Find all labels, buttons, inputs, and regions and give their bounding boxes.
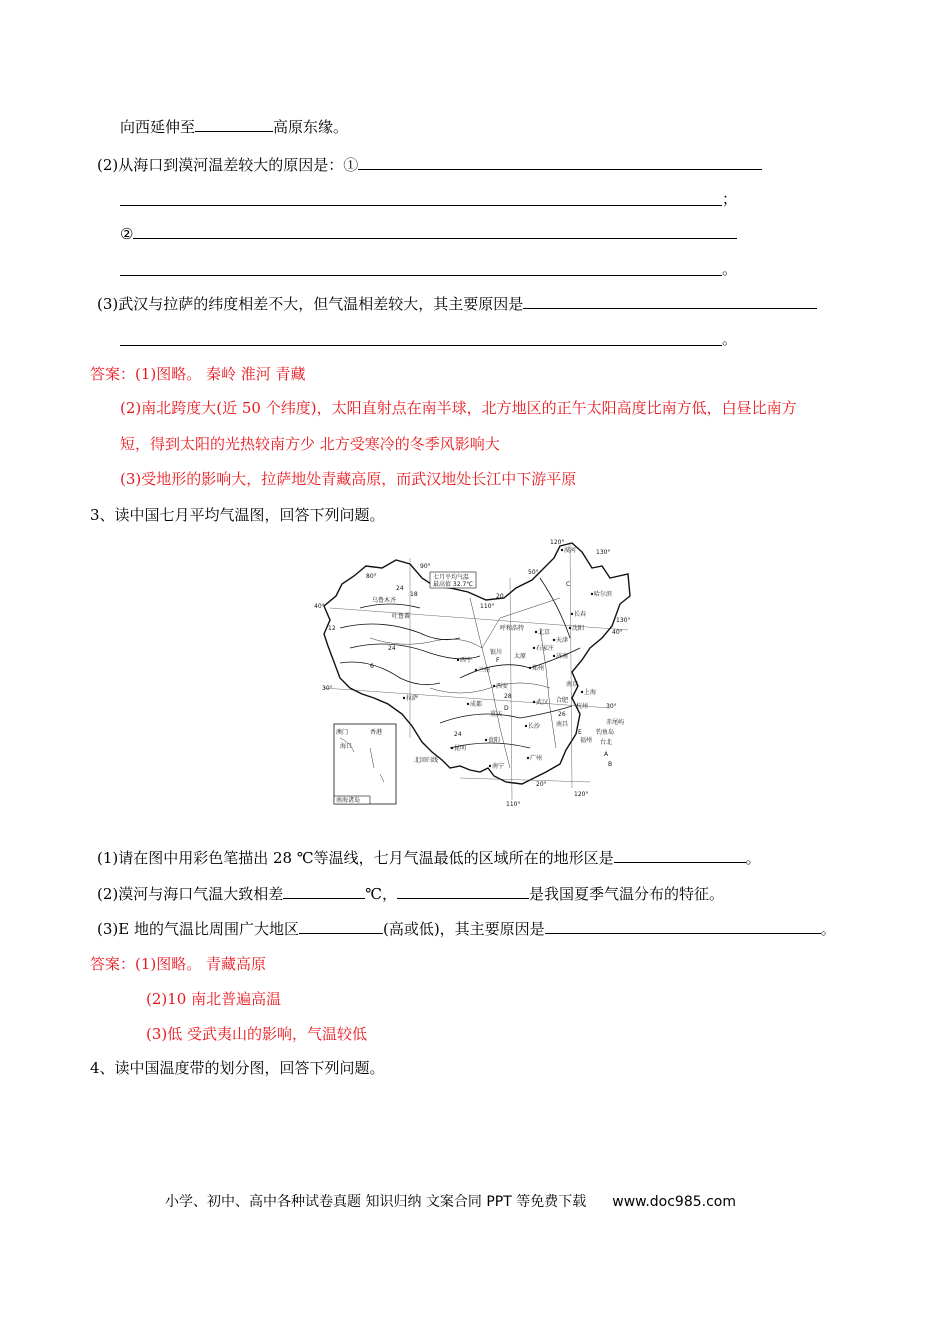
period: 。 bbox=[722, 260, 738, 278]
south-sea-inset bbox=[334, 724, 396, 804]
isotherm-label: 24 bbox=[454, 731, 462, 738]
footer-url[interactable]: www.doc985.com bbox=[612, 1194, 736, 1210]
letter-label: B bbox=[608, 761, 613, 768]
inset-label: 香港 bbox=[370, 729, 383, 736]
legend-line2: 最高值 32.7℃ bbox=[433, 581, 474, 588]
inset-label: 海口 bbox=[340, 743, 353, 750]
degree-label: 120° bbox=[574, 791, 589, 798]
blank[interactable] bbox=[133, 224, 737, 239]
blank[interactable] bbox=[614, 848, 746, 863]
q2-answer-3: 短，得到太阳的光热较南方少 北方受寒冷的冬季风影响大 bbox=[120, 435, 500, 453]
degree-label: 120° bbox=[550, 539, 565, 546]
letter-label: D bbox=[504, 705, 509, 712]
degree-label: 90° bbox=[420, 563, 431, 570]
city-label: 乌鲁木齐 bbox=[372, 597, 397, 604]
blank[interactable] bbox=[545, 919, 821, 934]
q2-part2: (2)从海口到漠河温差较大的原因是：① bbox=[97, 155, 762, 175]
period: 。 bbox=[722, 330, 738, 348]
city-label: 上海 bbox=[584, 689, 597, 696]
degree-label: 20° bbox=[536, 781, 547, 788]
city-label: 漠河 bbox=[564, 547, 577, 554]
city-label: 杭州 bbox=[576, 703, 589, 710]
city-label: 昆明 bbox=[454, 745, 467, 752]
q2-circle2: ② bbox=[120, 224, 737, 244]
letter-label: F bbox=[496, 657, 500, 664]
isotherm-label: 12 bbox=[328, 625, 336, 632]
degree-label: 80° bbox=[366, 573, 377, 580]
city-label: 拉萨 bbox=[406, 695, 419, 702]
city-label: 贵阳 bbox=[488, 737, 501, 744]
city-label: 天津 bbox=[556, 637, 569, 644]
city-label: 南宁 bbox=[492, 763, 505, 770]
city-label: 呼和浩特 bbox=[500, 625, 525, 632]
isotherm-label: 24 bbox=[388, 645, 396, 652]
degree-label: 40° bbox=[314, 603, 325, 610]
city-label: 成都 bbox=[470, 701, 483, 708]
inset-label: 澳门 bbox=[336, 729, 349, 736]
letter-label: A bbox=[604, 751, 609, 758]
degree-label: 30° bbox=[322, 685, 333, 692]
blank[interactable] bbox=[299, 919, 383, 934]
inset-label: 南海诸岛 bbox=[336, 797, 361, 804]
q4-title: 4、读中国温度带的划分图，回答下列问题。 bbox=[90, 1059, 385, 1077]
q3-part1: (1)请在图中用彩色笔描出 28 ℃等温线，七月气温最低的区域所在的地形区是 。 bbox=[97, 849, 761, 867]
city-label: 南京 bbox=[566, 681, 579, 688]
semicolon: ； bbox=[722, 190, 738, 208]
city-label: 兰州 bbox=[478, 667, 491, 674]
legend-line1: 七月平均气温 bbox=[433, 574, 470, 581]
footer-text: 小学、初中、高中各种试卷真题 知识归纳 文案合同 PPT 等免费下载 bbox=[165, 1194, 587, 1210]
letter-label: C bbox=[566, 581, 571, 588]
city-label: 福州 bbox=[580, 737, 593, 744]
q2-answer-1: 答案：(1)图略。 秦岭 淮河 青藏 bbox=[90, 365, 306, 383]
city-label: 长春 bbox=[574, 611, 587, 618]
city-label: 西宁 bbox=[460, 657, 473, 664]
city-label: 长沙 bbox=[528, 723, 541, 730]
blank-line[interactable] bbox=[120, 344, 722, 346]
city-label: 吐鲁番 bbox=[392, 613, 411, 620]
isotherm-label: 18 bbox=[410, 591, 418, 598]
degree-label: 110° bbox=[506, 801, 521, 808]
city-label: 沈阳 bbox=[572, 625, 585, 632]
city-label: 太原 bbox=[514, 653, 527, 660]
degree-label: 30° bbox=[606, 703, 617, 710]
blank[interactable] bbox=[523, 294, 817, 309]
blank[interactable] bbox=[397, 884, 529, 899]
isotherm-label: 6 bbox=[370, 663, 374, 670]
degree-label: 130° bbox=[596, 549, 611, 556]
city-label: 广州 bbox=[530, 755, 543, 762]
q3-title: 3、读中国七月平均气温图，回答下列问题。 bbox=[90, 506, 385, 524]
q3-answer-1: 答案：(1)图略。 青藏高原 bbox=[90, 955, 267, 973]
letter-label: E bbox=[578, 729, 582, 736]
city-label: 北京 bbox=[538, 629, 551, 636]
q2-part3: (3)武汉与拉萨的纬度相差不大，但气温相差较大，其主要原因是 bbox=[97, 294, 817, 314]
degree-label: 50° bbox=[528, 569, 539, 576]
blank-line[interactable] bbox=[120, 204, 722, 206]
blank[interactable] bbox=[358, 155, 762, 170]
degree-label: 130° bbox=[616, 617, 631, 624]
degree-label: 40° bbox=[612, 629, 623, 636]
blank-line[interactable] bbox=[120, 274, 722, 276]
city-label: 哈尔滨 bbox=[594, 591, 613, 598]
city-label: 郑州 bbox=[532, 665, 545, 672]
city-label: 南昌 bbox=[556, 721, 569, 728]
isotherm-label: 24 bbox=[396, 585, 404, 592]
city-label: 合肥 bbox=[556, 697, 569, 704]
city-label: 银川 bbox=[490, 649, 503, 656]
isotherm-label: 20 bbox=[496, 593, 504, 600]
july-temperature-map bbox=[310, 538, 632, 810]
isotherm-label: 28 bbox=[504, 693, 512, 700]
city-label: 重庆 bbox=[490, 711, 503, 718]
city-label: 北回归线 bbox=[414, 757, 439, 764]
city-label: 台北 bbox=[600, 739, 613, 746]
blank[interactable] bbox=[195, 117, 273, 132]
q2-answer-4: (3)受地形的影响大，拉萨地处青藏高原，而武汉地处长江中下游平原 bbox=[120, 470, 577, 488]
city-label: 赤尾屿 bbox=[606, 719, 625, 726]
q3-answer-2: (2)10 南北普遍高温 bbox=[146, 990, 282, 1008]
blank[interactable] bbox=[283, 884, 365, 899]
footer bbox=[165, 1192, 736, 1212]
city-label: 武汉 bbox=[536, 699, 549, 706]
city-label: 石家庄 bbox=[536, 645, 555, 652]
q2-answer-2: (2)南北跨度大(近 50 个纬度)，太阳直射点在南半球，北方地区的正午太阳高度比南方低，白昼比南方 bbox=[120, 399, 797, 417]
degree-label: 110° bbox=[480, 603, 495, 610]
q3-part2: (2)漠河与海口气温大致相差 ℃， 是我国夏季气温分布的特征。 bbox=[97, 885, 725, 903]
city-label: 西安 bbox=[496, 683, 509, 690]
q2-line1: 向西延伸至 高原东缘。 bbox=[120, 118, 349, 136]
isotherm-label: 26 bbox=[558, 711, 566, 718]
q3-answer-3: (3)低 受武夷山的影响，气温较低 bbox=[146, 1025, 368, 1043]
city-label: 钓鱼岛 bbox=[596, 729, 615, 736]
city-label: 济南 bbox=[556, 653, 569, 660]
q3-part3: (3)E 地的气温比周围广大地区 (高或低)，其主要原因是 。 bbox=[97, 920, 836, 938]
